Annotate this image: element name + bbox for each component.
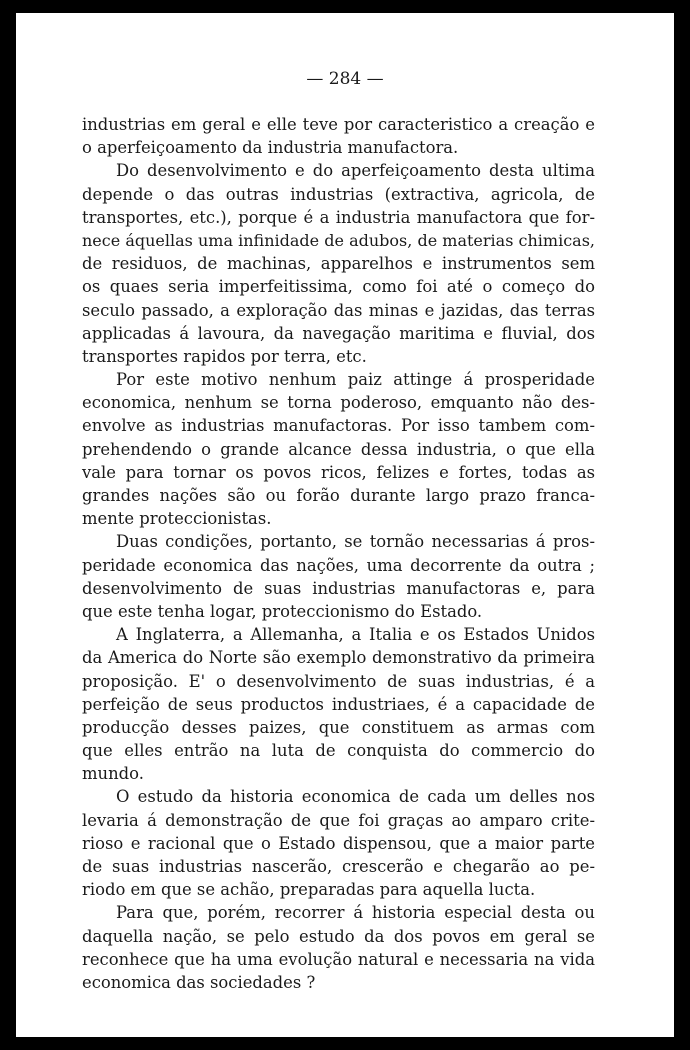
text-line: depende o das outras industrias (extractiva, agricola, de: [82, 184, 595, 204]
text-line: prehendendo o grande alcance dessa industria, o que ella: [82, 439, 595, 459]
text-line: que elles entrão na luta de conquista do commercio do: [82, 741, 595, 761]
text-line: levaria á demonstração de que foi graças ao amparo crite-: [82, 810, 595, 830]
text-line: transportes rapidos por terra, etc.: [82, 346, 367, 366]
text-line: daquella nação, se pelo estudo da dos povos em geral se: [82, 926, 595, 946]
text-line: economica das sociedades ?: [82, 972, 316, 992]
text-line: producção desses paizes, que constituem as armas com: [82, 717, 595, 737]
text-line: da America do Norte são exemplo demonstrativo da primeira: [82, 648, 595, 668]
text-line: que este tenha logar, proteccionismo do Estado.: [82, 601, 483, 621]
text-line: perfeição de seus productos industriaes, é a capacidade de: [82, 694, 595, 714]
page-number: — 284 —: [306, 69, 384, 89]
text-line: O estudo da historia economica de cada um delles nos: [116, 787, 595, 807]
text-line: nece áquellas uma infinidade de adubos, de materias chimicas,: [82, 230, 595, 250]
text-line: de residuos, de machinas, apparelhos e instrumentos sem: [82, 254, 595, 274]
text-line: Por este motivo nenhum paiz attinge á prosperidade: [116, 370, 595, 390]
text-line: Do desenvolvimento e do aperfeiçoamento desta ultima: [116, 161, 595, 181]
document-page: [16, 13, 674, 1037]
text-line: A Inglaterra, a Allemanha, a Italia e os Estados Unidos: [116, 625, 595, 645]
text-line: riodo em que se achão, preparadas para aquella lucta.: [82, 880, 536, 900]
text-line: reconhece que ha uma evolução natural e necessaria na vida: [82, 949, 595, 969]
text-line: economica, nenhum se torna poderoso, emquanto não des-: [82, 393, 595, 413]
text-line: os quaes seria imperfeitissima, como foi até o começo do: [82, 277, 595, 297]
text-line: industrias em geral e elle teve por caracteristico a creação e: [82, 115, 595, 134]
text-line: peridade economica das nações, uma decorrente da outra ;: [82, 555, 595, 575]
text-line: vale para tornar os povos ricos, felizes e fortes, todas as: [82, 462, 595, 482]
text-line: proposição. E' o desenvolvimento de suas industrias, é a: [82, 671, 595, 691]
text-line: mente proteccionistas.: [82, 509, 272, 529]
text-line: de suas industrias nascerão, crescerão e chegarão ao pe-: [82, 857, 595, 876]
text-line: desenvolvimento de suas industrias manufactoras e, para: [82, 578, 595, 598]
text-line: Duas condições, portanto, se tornão necessarias á pros-: [116, 532, 595, 552]
text-line: Para que, porém, recorrer á historia especial desta ou: [116, 903, 595, 923]
text-line: transportes, etc.), porque é a industria manufactora que for-: [82, 207, 595, 227]
text-line: seculo passado, a exploração das minas e jazidas, das terras: [82, 300, 595, 320]
text-line: envolve as industrias manufactoras. Por isso tambem com-: [82, 416, 595, 436]
text-line: rioso e racional que o Estado dispensou, que a maior parte: [82, 833, 595, 853]
body-text: [82, 113, 595, 994]
text-line: grandes nações são ou forão durante largo prazo franca-: [82, 486, 595, 505]
text-line: mundo.: [82, 764, 144, 784]
text-line: o aperfeiçoamento da industria manufactora.: [82, 138, 459, 158]
text-line: applicadas á lavoura, da navegação maritima e fluvial, dos: [82, 323, 595, 343]
